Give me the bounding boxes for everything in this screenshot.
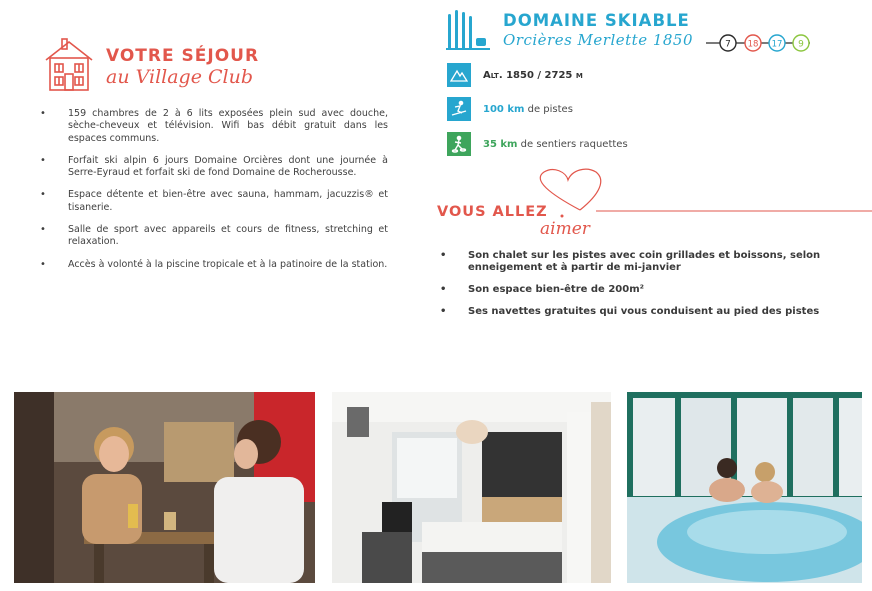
sejour-item-rooms: • 159 chambres de 2 à 6 lits exposées plein sud avec douche, sèche-cheveux et télévision. Wifi bas débit gratuit dans les espaces communs.: [40, 108, 388, 145]
photo-restaurant: [14, 392, 315, 583]
sejour-list: [40, 108, 388, 271]
piste-red-badge: [745, 35, 761, 51]
svg-text:17: 17: [771, 39, 783, 50]
sentiers-value: 35 km: [483, 139, 518, 150]
svg-text:7: 7: [725, 39, 731, 50]
piste-black-badge: [720, 35, 736, 51]
piste-blue-badge: [769, 35, 785, 51]
pistes-label: de pistes: [524, 104, 573, 115]
domaine-subtitle: Orcières Merlette 1850: [503, 31, 694, 49]
aimer-list: [440, 250, 840, 328]
photo-bedroom: [332, 392, 611, 583]
sejour-item-piscine: • Accès à volonté à la piscine tropicale et à la patinoire de la station.: [40, 259, 388, 271]
domaine-title: DOMAINE SKIABLE: [503, 11, 690, 30]
skier-icon: [447, 97, 471, 121]
snowshoe-hiker-icon: [447, 132, 471, 156]
aimer-item-chalet: • Son chalet sur les pistes avec coin grillades et boissons, selon enneigement et à partir de mi-janvier: [440, 250, 840, 274]
svg-text:9: 9: [798, 39, 804, 50]
skis-icon: [446, 8, 492, 52]
sejour-item-detente: • Espace détente et bien-être avec sauna, hammam, jacuzzis® et tisanerie.: [40, 189, 388, 214]
piste-counts: [706, 33, 816, 53]
pistes-text: [483, 104, 573, 115]
mountain-icon: [447, 63, 471, 87]
photo-jacuzzi: [627, 392, 862, 583]
aimer-item-navettes: • Ses navettes gratuites qui vous conduisent au pied des pistes: [440, 306, 840, 318]
altitude-text: Alt. 1850 / 2725 m: [483, 70, 583, 81]
sentiers-label: de sentiers raquettes: [517, 139, 628, 150]
svg-text:18: 18: [747, 39, 759, 50]
sejour-subtitle: au Village Club: [106, 66, 254, 88]
sejour-title: VOTRE SÉJOUR: [106, 46, 260, 66]
sejour-item-sport: • Salle de sport avec appareils et cours de fitness, stretching et relaxation.: [40, 224, 388, 249]
aimer-subtitle: aimer: [540, 219, 590, 239]
piste-green-badge: [793, 35, 809, 51]
sejour-item-forfait: • Forfait ski alpin 6 jours Domaine Orcières dont une journée à Serre-Eyraud et forfait ski de fond Domaine de Rocherousse.: [40, 155, 388, 180]
aimer-title: VOUS ALLEZ: [437, 204, 548, 220]
sentiers-text: [483, 139, 628, 150]
heart-icon: [530, 166, 872, 226]
house-icon: [42, 36, 96, 92]
aimer-item-bien-etre: • Son espace bien-être de 200m²: [440, 284, 840, 296]
pistes-value: 100 km: [483, 104, 525, 115]
